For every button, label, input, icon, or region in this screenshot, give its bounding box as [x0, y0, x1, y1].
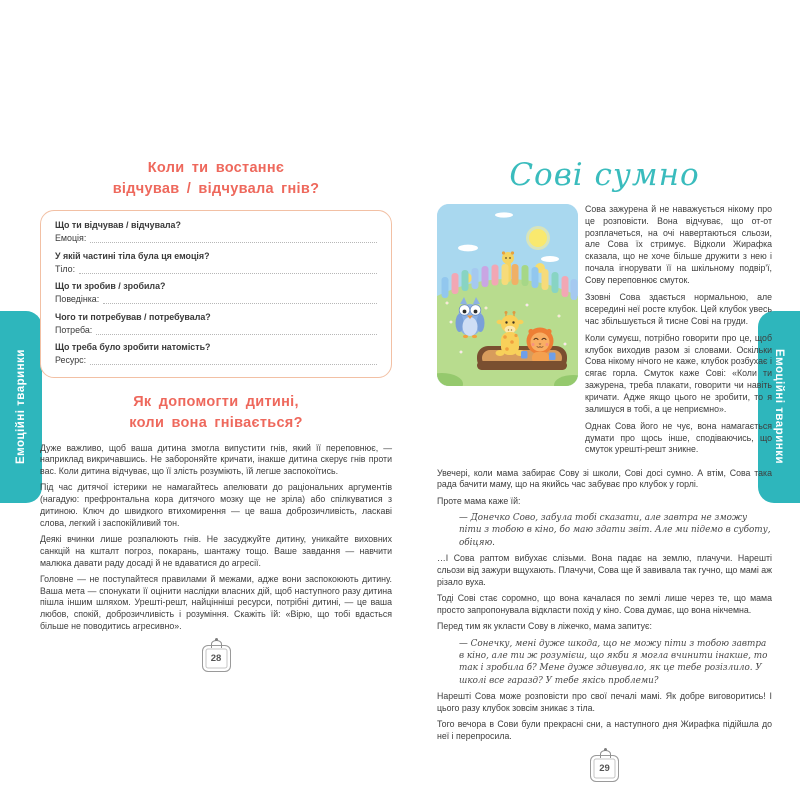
paragraph: Головне — не поступайтеся правилами й межами, адже вони заспокоюють дитину. Ваша мета — спонукати її оцінити наслідки власних дій, щоб наступного разу дитина пішла іншим шляхом. Урешті-решт, найцінніші ресурси, потрібні дитині, — це ваша любов, спокій, доброзичливість і розуміння. Скажіть їй: «Вірю, що тобі вдасться більше не поводитись агресивно». [40, 573, 392, 631]
form-label: Тіло: [55, 263, 76, 274]
advice-text [40, 443, 392, 633]
paragraph: Проте мама каже їй: [437, 495, 521, 506]
subtitle-line: Як допомогти дитині, [133, 393, 299, 410]
paragraph: Деякі вчинки лише розпалюють гнів. Не засуджуйте дитину, уникайте виховних санкцій на кшталт погроз, покарань, шантажу тощо. Ваше завдання — навчити малюка давати раду досаді й не вдаватися до агресії. [40, 534, 392, 568]
write-in-line [96, 326, 377, 335]
title-line: відчував / відчувала гнів? [112, 181, 320, 198]
section-subtitle [40, 392, 392, 434]
form-label: Емоція: [55, 233, 87, 244]
paragraph: Сова зажурена й не наважується нікому про це розповісти. Вона відчуває, що от-от розплачеться, на очі навертаються сльози, але Сова їх стримує. Відколи Жирафка сказала, що не хоче більше дружити з нею і почала ігнорувати її на шкільному подвір'ї, Сову переповнює смуток. [585, 204, 772, 285]
story-main-text [437, 468, 772, 743]
form-question: У якій частині тіла була ця емоція? [55, 250, 210, 261]
form-question: Що ти відчував / відчувала? [55, 220, 181, 231]
page-number-area [40, 645, 392, 672]
chapter-tab-label: Емоційні тваринки [15, 349, 27, 465]
chapter-tab-left [0, 311, 42, 503]
page-number: 28 [210, 652, 222, 664]
paragraph: Дуже важливо, щоб ваша дитина змогла випустити гнів, який її переповнює, — наприклад викричавшись. Не забороняйте кричати, інакше дитина скерує гнів проти вас. Коли дитина відчуває, що її злість розуміють, їй легше заспокоїтись. [40, 442, 392, 477]
form-field-resource [55, 342, 377, 365]
page-number-frame-icon [202, 645, 231, 672]
write-in-line [79, 265, 377, 274]
form-label: Ресурс: [55, 355, 87, 366]
form-field-body [55, 251, 377, 274]
paragraph: Однак Сова його не чує, вона намагається думати про щось інше, сподіваючись, що смуток урешті-решт зникне. [585, 420, 772, 455]
page-title [40, 158, 392, 200]
subtitle-line: коли вона гнівається? [129, 414, 303, 431]
form-field-need [55, 312, 377, 335]
write-in-line [103, 295, 377, 304]
paragraph: Того вечора в Сови були прекрасні сни, а наступного дня Жирафка підійшла до неї і перепросила. [437, 719, 772, 742]
paragraph: Під час дитячої істерики не намагайтесь апелювати до раціональних аргументів (нагадую: префронтальна кора дитячого мозку ще не зріла) або спілкуватися з дитиною. Ключ до швидкого втихомирення — це ваша доброзичливість, ласкаві слова, легкий і заспокійливий тон. [40, 482, 392, 528]
page-number: 29 [599, 762, 610, 774]
paragraph: Тоді Сові стає соромно, що вона качалася по землі лише через те, що мама просто запропонувала відкласти похід у кіно. Сова думає, що вона нікчемна. [437, 593, 772, 616]
write-in-line [90, 234, 377, 243]
page-number-frame-icon [590, 755, 619, 782]
sun-icon [526, 226, 550, 250]
form-question: Що ти зробив / зробила? [55, 281, 166, 292]
chapter-tab-label: Емоційні тваринки [773, 349, 785, 465]
title-line: Коли ти востаннє [147, 160, 285, 176]
paragraph: Коли сумуєш, потрібно говорити про це, щоб клубок виходив разом зі словами. Оскільки Сова нікому нічого не каже, клубок розбухає і сягає горла. Смуток каже Сові: «Коли ти зажурена, треба плакати, говорити чи навіть кричати. Адже якщо цього не зробити, то я залишуся в тобі, а це неприємно». [585, 332, 772, 414]
form-field-behavior [55, 281, 377, 304]
paragraph: Нарешті Сова може розповісти про свої печалі мамі. Як добре виговоритись! І цього разу клубок зовсім зникає з тіла. [437, 691, 772, 714]
story-illustration [437, 204, 578, 386]
book-page-right [437, 0, 772, 782]
paragraph: Перед тим як укласти Сову в ліжечко, мама запитує: [437, 621, 652, 632]
book-page-left [40, 0, 392, 672]
form-question: Чого ти потребував / потребувала? [55, 311, 211, 322]
page-number-area [437, 755, 772, 782]
paragraph: Увечері, коли мама забирає Сову зі школи, Сові досі сумно. А втім, Сова така рада бачити маму, що на якийсь час забуває про клубок у горлі. [437, 467, 772, 490]
anger-worksheet-box [40, 210, 392, 378]
story-intro-text [585, 204, 772, 462]
form-question: Що треба було зробити натомість? [55, 342, 211, 353]
paragraph: …І Сова раптом вибухає слізьми. Вона падає на землю, плачучи. Нарешті сльози від зажури вщухають. Плачучи, Сова ще й завивала так гучно, що мамі аж різало вуха. [437, 553, 773, 587]
paragraph: Ззовні Сова здається нормальною, але всередині неї росте клубок. Цей клубок увесь час збільшується й тисне Сові на груди. [585, 291, 772, 326]
form-field-emotion [55, 220, 377, 243]
form-label: Потреба: [55, 324, 93, 335]
dialogue-quote: — Сонечку, мені дуже шкода, що не можу піти з тобою завтра в кіно, але ти ж розумієш, що якби я могла вчинити інакше, то так і зробила б? Мене дуже здивувало, як це тебе розізлило. У школі все гаразд? У тебе якісь проблеми? [459, 638, 768, 686]
dialogue-quote: — Донечко Сово, забула тобі сказати, але завтра не зможу піти з тобою в кіно, бо маю здати звіт. Але ми підемо в суботу, обіцяю. [459, 512, 771, 548]
sandbox-front-rim [477, 361, 567, 370]
form-label: Поведінка: [55, 294, 100, 305]
write-in-line [90, 356, 377, 365]
story-title: Сові сумно [509, 157, 700, 193]
